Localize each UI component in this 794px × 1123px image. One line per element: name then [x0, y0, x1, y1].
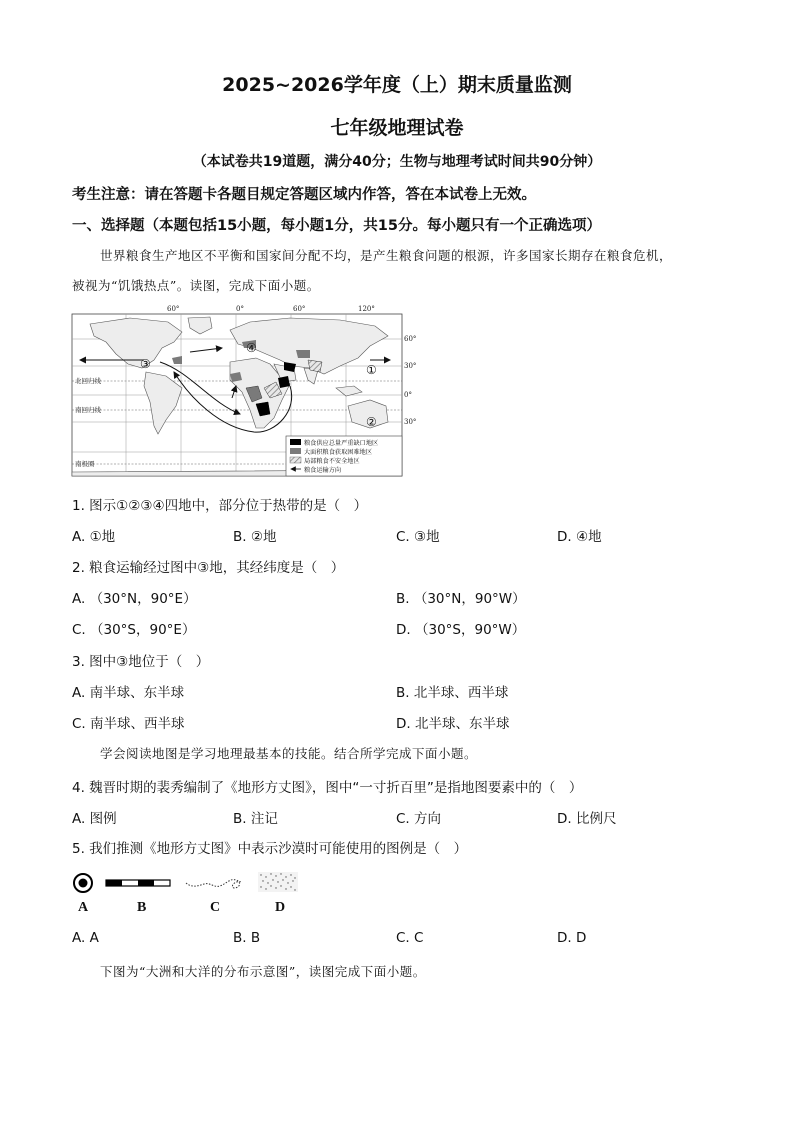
- exam-notice: 考生注意：请在答题卡各题目规定答题区域内作答，答在本试卷上无效。: [72, 187, 536, 203]
- q3-option-c[interactable]: C. 南半球、西半球: [72, 716, 185, 732]
- q3-option-a[interactable]: A. 南半球、东半球: [72, 685, 185, 701]
- marker-1: ①: [366, 363, 377, 377]
- tropic-capricorn-label: 南回归线: [75, 406, 101, 414]
- q5-option-c[interactable]: C. C: [396, 930, 424, 946]
- legend-item: 大面积粮食获取困难地区: [304, 449, 373, 456]
- q1-option-c[interactable]: C. ③地: [396, 529, 440, 545]
- legend-item: 粮食运输方向: [304, 467, 342, 474]
- q2-option-c[interactable]: C. （30°S，90°E）: [72, 622, 196, 638]
- desert-symbol-icon: [258, 872, 298, 892]
- q1-option-b[interactable]: B. ②地: [233, 529, 277, 545]
- tropic-cancer-label: 北回归线: [75, 377, 101, 385]
- map-symbol-row: [70, 870, 310, 896]
- marker-3: ③: [140, 357, 151, 371]
- q4-option-b[interactable]: B. 注记: [233, 811, 278, 827]
- antarctic-circle-label: 南极圈: [75, 460, 95, 468]
- lon-label: 60°: [167, 305, 180, 313]
- q5-option-d[interactable]: D. D: [557, 930, 587, 946]
- legend-item: 粮食供应总量严重缺口地区: [304, 440, 379, 447]
- q1-option-d[interactable]: D. ④地: [557, 529, 602, 545]
- marker-2: ②: [366, 415, 377, 429]
- lat-label: 0°: [404, 391, 412, 399]
- marker-4: ④: [246, 341, 257, 355]
- passage-1-line-1: 世界粮食生产地区不平衡和国家间分配不均，是产生粮食问题的根源，许多国家长期存在粮食危机，: [100, 248, 673, 263]
- q5-option-a[interactable]: A. A: [72, 930, 99, 946]
- lat-label: 30°: [404, 362, 417, 370]
- q4-option-c[interactable]: C. 方向: [396, 811, 442, 827]
- passage-2: 学会阅读地图是学习地理最基本的技能。结合所学完成下面小题。: [100, 746, 478, 761]
- q2-option-d[interactable]: D. （30°S，90°W）: [396, 622, 526, 638]
- symbol-label-d: D: [275, 900, 286, 915]
- q1-option-a[interactable]: A. ①地: [72, 529, 116, 545]
- question-4-stem: 4. 魏晋时期的裴秀编制了《地形方丈图》，图中“一寸折百里”是指地图要素中的（ ）: [72, 780, 583, 796]
- question-3-stem: 3. 图中③地位于（ ）: [72, 654, 210, 670]
- q2-option-b[interactable]: B. （30°N，90°W）: [396, 591, 526, 607]
- symbol-label-b: B: [137, 900, 147, 915]
- lon-label: 120°: [358, 305, 375, 313]
- q4-option-d[interactable]: D. 比例尺: [557, 811, 617, 827]
- symbol-label-a: A: [78, 900, 89, 915]
- exam-info: （本试卷共19道题，满分40分；生物与地理考试时间共90分钟）: [192, 154, 602, 170]
- question-2-stem: 2. 粮食运输经过图中③地，其经纬度是（ ）: [72, 560, 345, 576]
- lat-label: 30°: [404, 418, 417, 426]
- exam-title: 2025~2026学年度（上）期末质量监测: [222, 74, 572, 96]
- map-legend: [286, 436, 402, 476]
- q2-option-a[interactable]: A. （30°N，90°E）: [72, 591, 197, 607]
- railway-symbol-icon: [106, 880, 170, 886]
- legend-item: 局部粮食不安全地区: [304, 458, 360, 465]
- passage-3: 下图为“大洲和大洋的分布示意图”，读图完成下面小题。: [100, 964, 426, 979]
- lon-label: 0°: [236, 305, 244, 313]
- lon-label: 60°: [293, 305, 306, 313]
- section-1-heading: 一、选择题（本题包括15小题，每小题1分，共15分。每小题只有一个正确选项）: [72, 218, 601, 234]
- question-1-stem: 1. 图示①②③④四地中，部分位于热带的是（ ）: [72, 498, 368, 514]
- world-food-map: [70, 302, 422, 480]
- boundary-symbol-icon: [186, 880, 242, 888]
- passage-1-line-2: 被视为“饥饿热点”。读图，完成下面小题。: [72, 278, 320, 293]
- lat-label: 60°: [404, 335, 417, 343]
- capital-symbol-icon: [74, 874, 92, 892]
- exam-subject: 七年级地理试卷: [330, 117, 464, 139]
- q3-option-d[interactable]: D. 北半球、东半球: [396, 716, 510, 732]
- q3-option-b[interactable]: B. 北半球、西半球: [396, 685, 509, 701]
- q4-option-a[interactable]: A. 图例: [72, 811, 117, 827]
- q5-option-b[interactable]: B. B: [233, 930, 261, 946]
- question-5-stem: 5. 我们推测《地形方丈图》中表示沙漠时可能使用的图例是（ ）: [72, 841, 468, 857]
- symbol-label-c: C: [210, 900, 221, 915]
